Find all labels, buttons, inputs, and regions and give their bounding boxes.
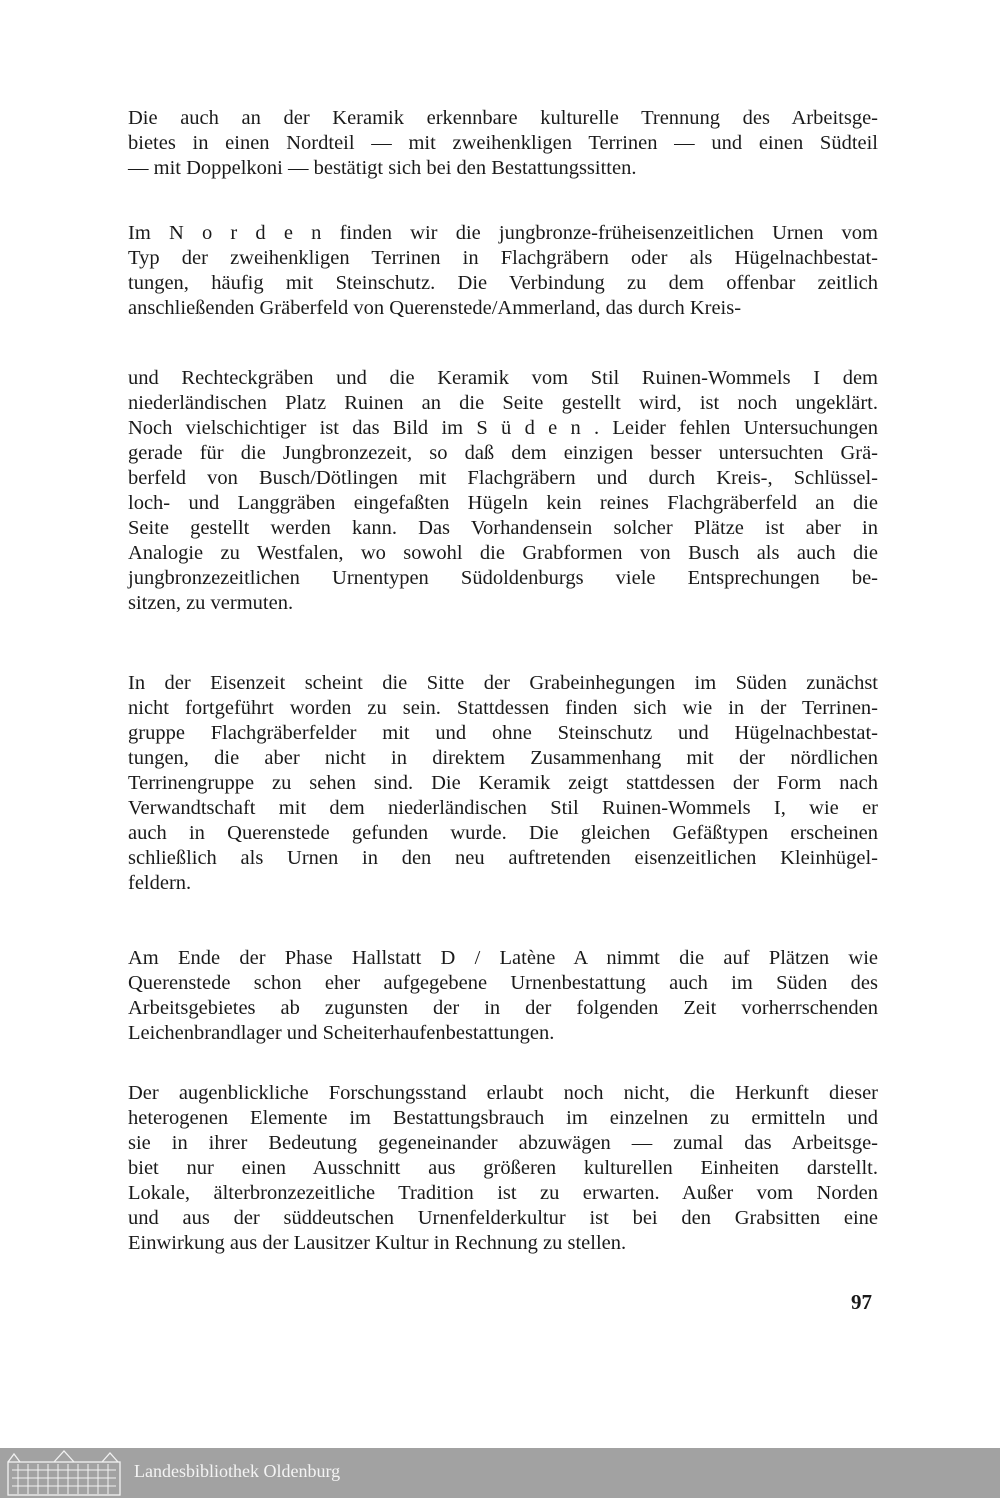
text-line: Noch vielschichtiger ist das Bild im S ü d e n . Leider fehlen Untersuchungen xyxy=(128,417,878,439)
library-name: Landesbibliothek Oldenburg xyxy=(134,1461,341,1481)
library-building-icon xyxy=(6,1450,124,1496)
text-line: sitzen, zu vermuten. xyxy=(128,592,294,614)
text-line: Arbeitsgebietes ab zugunsten der in der folgenden Zeit vorherrschenden xyxy=(128,997,878,1019)
paragraph-2 xyxy=(128,221,878,321)
text-line: und Rechteckgräben und die Keramik vom Stil Ruinen-Wommels I dem xyxy=(128,367,878,389)
text-line: bietes in einen Nordteil — mit zweihenkligen Terrinen — und einen Südteil xyxy=(128,132,878,154)
text-line: auch in Querenstede gefunden wurde. Die gleichen Gefäßtypen erscheinen xyxy=(128,822,878,844)
text-line: loch- und Langgräben eingefaßten Hügeln kein reines Flachgräberfeld an die xyxy=(128,492,878,514)
text-line: Seite gestellt werden kann. Das Vorhandensein solcher Plätze ist aber in xyxy=(128,517,878,539)
text-line: nicht fortgeführt worden zu sein. Stattdessen finden sich wie in der Terrinen- xyxy=(128,697,878,719)
text-line: In der Eisenzeit scheint die Sitte der Grabeinhegungen im Süden zunächst xyxy=(128,672,878,694)
text-line: Lokale, älterbronzezeitliche Tradition ist zu erwarten. Außer vom Norden xyxy=(128,1182,878,1204)
text-line: Terrinengruppe zu sehen sind. Die Keramik zeigt stattdessen der Form nach xyxy=(128,772,878,794)
text-line: Am Ende der Phase Hallstatt D / Latène A nimmt die auf Plätzen wie xyxy=(128,947,878,969)
text-line: Die auch an der Keramik erkennbare kulturelle Trennung des Arbeitsge- xyxy=(128,107,878,129)
text-line: niederländischen Platz Ruinen an die Seite gestellt wird, ist noch ungeklärt. xyxy=(128,392,878,414)
paragraph-1 xyxy=(128,106,878,181)
text-line: und aus der süddeutschen Urnenfelderkultur ist bei den Grabsitten eine xyxy=(128,1207,878,1229)
text-line: sie in ihrer Bedeutung gegeneinander abzuwägen — zumal das Arbeitsge- xyxy=(128,1132,878,1154)
text-line: Querenstede schon eher aufgegebene Urnenbestattung auch im Süden des xyxy=(128,972,878,994)
text-line: tungen, häufig mit Steinschutz. Die Verbindung zu dem offenbar zeitlich xyxy=(128,272,878,294)
paragraph-5 xyxy=(128,946,878,1046)
text-line: gruppe Flachgräberfelder mit und ohne Steinschutz und Hügelnachbestat- xyxy=(128,722,878,744)
text-line: Analogie zu Westfalen, wo sowohl die Grabformen von Busch als auch die xyxy=(128,542,878,564)
text-line: tungen, die aber nicht in direktem Zusammenhang mit der nördlichen xyxy=(128,747,878,769)
footer-bar xyxy=(0,1448,1000,1498)
text-line: Leichenbrandlager und Scheiterhaufenbestattungen. xyxy=(128,1022,555,1044)
text-line: Verwandtschaft mit dem niederländischen Stil Ruinen-Wommels I, wie er xyxy=(128,797,878,819)
text-line: berfeld von Busch/Dötlingen mit Flachgräbern und durch Kreis-, Schlüssel- xyxy=(128,467,878,489)
text-line: biet nur einen Ausschnitt aus größeren kulturellen Einheiten darstellt. xyxy=(128,1157,878,1179)
page-number: 97 xyxy=(851,1290,872,1314)
text-line: jungbronzezeitlichen Urnentypen Südoldenburgs viele Entsprechungen be- xyxy=(128,567,878,589)
text-line: heterogenen Elemente im Bestattungsbrauch im einzelnen zu ermitteln und xyxy=(128,1107,878,1129)
text-line: Im N o r d e n finden wir die jungbronze-früheisenzeitlichen Urnen vom xyxy=(128,222,878,244)
paragraph-6 xyxy=(128,1081,878,1256)
text-line: anschließenden Gräberfeld von Querenstede/Ammerland, das durch Kreis- xyxy=(128,297,742,319)
text-line: schließlich als Urnen in den neu auftretenden eisenzeitlichen Kleinhügel- xyxy=(128,847,878,869)
text-line: feldern. xyxy=(128,872,192,894)
text-line: Einwirkung aus der Lausitzer Kultur in Rechnung zu stellen. xyxy=(128,1232,627,1254)
paragraph-3 xyxy=(128,366,878,616)
text-line: gerade für die Jungbronzezeit, so daß dem einzigen besser untersuchten Grä- xyxy=(128,442,878,464)
text-line: — mit Doppelkoni — bestätigt sich bei den Bestattungssitten. xyxy=(128,157,637,179)
text-line: Typ der zweihenkligen Terrinen in Flachgräbern oder als Hügelnachbestat- xyxy=(128,247,878,269)
paragraph-4 xyxy=(128,671,878,896)
text-line: Der augenblickliche Forschungsstand erlaubt noch nicht, die Herkunft dieser xyxy=(128,1082,878,1104)
